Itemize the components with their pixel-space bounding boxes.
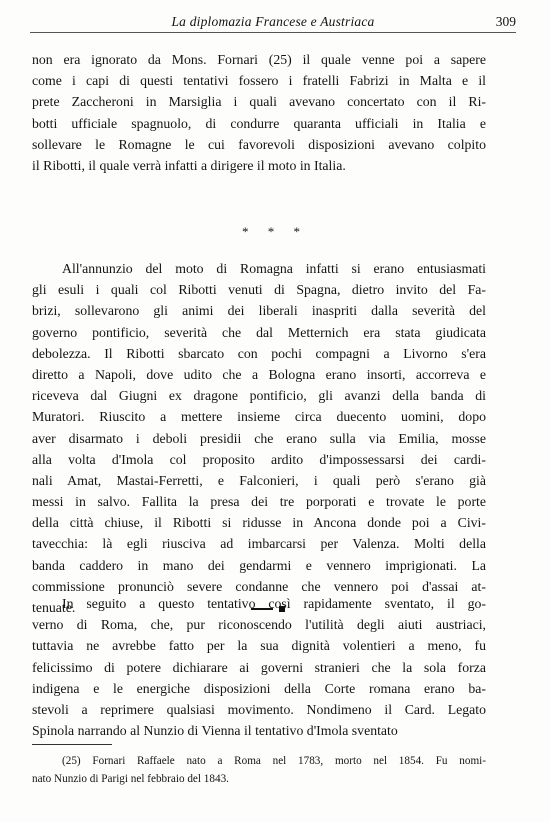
text-line: tenuate.: [32, 597, 486, 618]
footnote-rule: [32, 744, 112, 745]
text-line: In seguito a questo tentativo così rapidamente sventato, il go-: [62, 596, 486, 611]
text-line: (25) Fornari Raffaele nato a Roma nel 1783, morto nel 1854. Fu nomi-: [62, 755, 486, 767]
paragraph-3: [32, 593, 486, 741]
text-line: non era ignorato da Mons. Fornari (25) il quale venne poi a sapere: [32, 52, 486, 67]
text-line: prete Zaccheroni in Marsiglia i quali avevano concertato con il Ri-: [32, 94, 486, 110]
text-line: diretto a Napoli, dove udito che a Bologna erano insorti, accorreva e: [32, 366, 486, 382]
text-line: botti ufficiale spagnuolo, di condurre quaranta ufficiali in Italia e: [32, 115, 486, 131]
text-line: nali Amat, Mastai-Ferretti, e Falconieri, i quali però s'erano già: [32, 472, 486, 488]
text-line: della città chiuse, il Ribotti si ridusse in Ancona donde poi a Civi-: [32, 515, 486, 531]
text-line: felicissimo di potere dichiarare ai governi stranieri che la sola forza: [32, 659, 486, 675]
text-line: Spinola narrando al Nunzio di Vienna il tentativo d'Imola sventato: [32, 723, 398, 739]
text-line: il Ribotti, il quale verrà infatti a dirigere il moto in Italia.: [32, 157, 346, 173]
text-line: come i capi di questi tentativi fossero i fratelli Fabrizi in Malta e il: [32, 73, 486, 89]
text-line: All'annunzio del moto di Romagna infatti si erano entusiasmati: [62, 261, 486, 276]
text-line: alla volta d'Imola col proposito ardito d'impossessarsi dei cardi-: [32, 451, 486, 467]
paragraph-2: [32, 258, 486, 618]
section-separator: * * *: [242, 224, 308, 239]
text-line: indigena e le energiche disposizioni della Corte romana erano ba-: [32, 680, 486, 696]
text-line: banda caddero in mano dei gendarmi e vennero imprigionati. La: [32, 557, 486, 573]
footnote: [32, 752, 486, 788]
text-line: stevoli a reprimere qualsiasi movimento. Nondimeno il Card. Legato: [32, 701, 486, 717]
text-line: tavecchia: là egli riusciva ad imbarcarsi per Valenza. Molti della: [32, 536, 486, 552]
text-line: debolezza. Il Ribotti sbarcato con pochi compagni a Livorno s'era: [32, 345, 486, 361]
text-line: nato Nunzio di Parigi nel febbraio del 1843.: [32, 773, 229, 785]
text-line: gli esuli i quali col Ribotti venuti di Spagna, dietro invito del Fa-: [32, 282, 486, 298]
paragraph-1: [32, 49, 486, 176]
text-line: messi in salvo. Fallita la presa dei tre porporati e trovate le porte: [32, 494, 486, 510]
text-line: Muratori. Riuscito a mettere insieme circa duecento uomini, dopo: [32, 409, 486, 425]
running-title: La diplomazia Francese e Austriaca: [171, 14, 375, 29]
text-line: governo pontificio, severità che dal Metternich era stata giudicata: [32, 324, 486, 340]
running-header: [30, 14, 516, 33]
text-line: commissione pronunciò severe condanne che vennero poi d'assai at-: [32, 578, 486, 594]
text-line: aver disarmato i deboli presidii che erano sulla via Emilia, mosse: [32, 430, 486, 446]
text-line: sollevare le Romagne le cui favorevoli disposizioni avevano colpito: [32, 136, 486, 152]
page-number: 309: [495, 14, 516, 29]
text-line: tuttavia ne avrebbe fatto per la sua dignità volentieri a meno, fu: [32, 638, 486, 654]
text-line: verno di Roma, che, pur riconoscendo l'utilità degli aiuti austriaci,: [32, 617, 486, 633]
text-line: riceveva dal Giugni ex dragone pontificio, gli avanzi della banda di: [32, 388, 486, 404]
text-line: brizi, sollevarono gli animi dei liberali inaspriti dalla severità del: [32, 303, 486, 319]
